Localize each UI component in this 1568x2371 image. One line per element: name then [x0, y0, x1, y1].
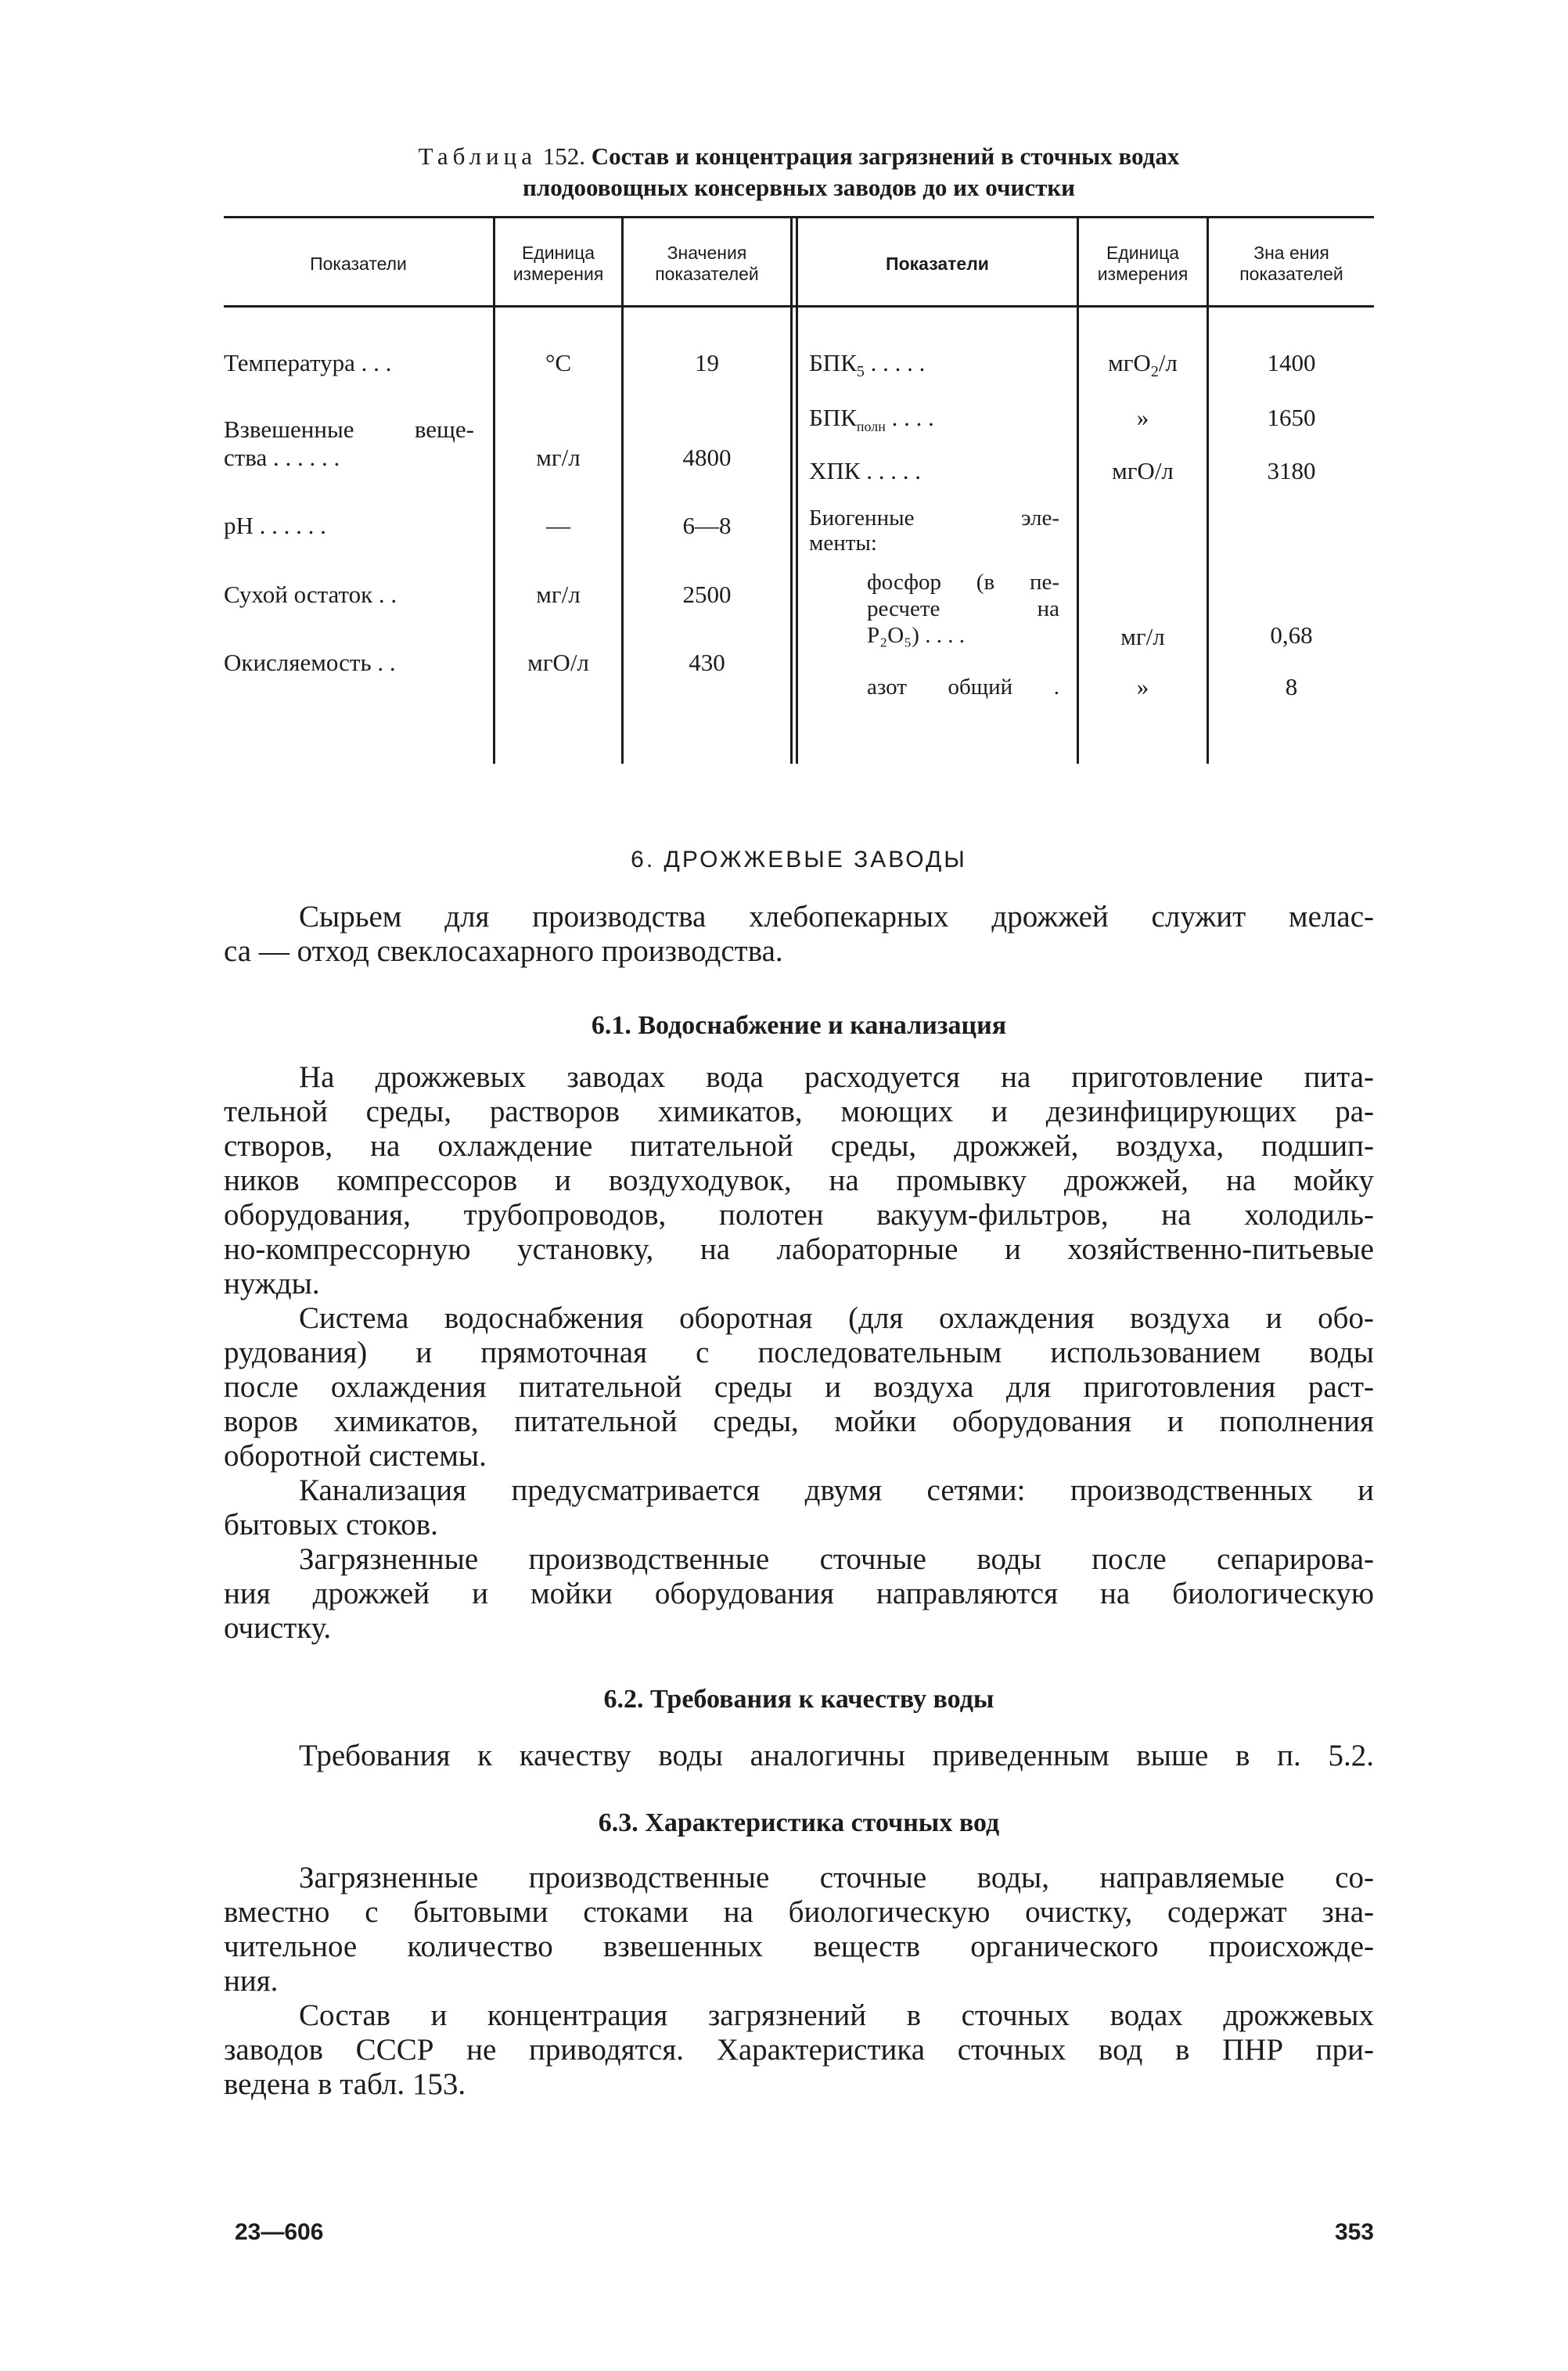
paragraph-water-system: [224, 1301, 1374, 1473]
bpk5-unit-sub: 2: [1150, 363, 1159, 381]
row-hpk-value: 3180: [1267, 457, 1316, 484]
text-line: воров химикатов, питательной среды, мойки оборудования и пополнения: [224, 1405, 1374, 1438]
header-unit-l2: измерения: [512, 264, 604, 284]
text-line: ния дрожжей и мойки оборудования направляются на биологическую: [224, 1577, 1374, 1610]
row-phos-unit: мг/л: [1120, 623, 1165, 650]
paragraph-wastewater: [224, 1861, 1374, 1999]
text-line: чительное количество взвешенных веществ органического происхожде-: [224, 1930, 1374, 1963]
row-bpkfull-name: [809, 404, 1067, 441]
row-biogen-l2: менты:: [809, 531, 877, 556]
row-temperature-value: 19: [695, 349, 719, 376]
text-line: рудования) и прямоточная с последовательным использованием воды: [224, 1336, 1374, 1369]
header-value: [624, 243, 790, 285]
table-caption-line1: Состав и концентрация загрязнений в сточных водах: [591, 142, 1180, 170]
row-oxidability-unit: мгО/л: [527, 649, 589, 676]
bpkfull-dots: . . . .: [891, 404, 934, 431]
row-dry-residue-value: 2500: [682, 581, 732, 608]
row-phos-l2: ресчете на: [867, 596, 1059, 621]
row-suspended-name-l2: ства . . . . . .: [224, 444, 340, 471]
text-line: Канализация предусматривается двумя сетями: производственных и: [299, 1473, 1374, 1507]
row-nitro-unit: »: [1136, 673, 1149, 700]
text-line: очистку.: [224, 1611, 332, 1645]
header-value-right-l2: показателей: [1239, 264, 1343, 284]
table-col-divider: [796, 216, 798, 764]
table-header-rule: [224, 305, 1374, 308]
header-value-l2: показателей: [655, 264, 759, 284]
bpk5-dots: . . . . .: [870, 349, 926, 376]
row-ph-value: 6—8: [682, 512, 732, 539]
text-line: Система водоснабжения оборотная (для охлаждения воздуха и обо-: [299, 1301, 1374, 1335]
row-bpk5-unit: [1079, 349, 1207, 386]
table-caption-line2: плодоовощных консервных заводов до их очистки: [522, 174, 1076, 201]
footer-signature: 23—606: [235, 2219, 324, 2245]
text-line: тельной среды, растворов химикатов, моющих и дезинфицирующих ра-: [224, 1095, 1374, 1128]
header-value-right-l1: Зна ения: [1253, 243, 1329, 263]
text-line: бытовых стоков.: [224, 1508, 438, 1542]
table-caption-number: 152.: [542, 142, 585, 170]
text-line: оборотной системы.: [224, 1439, 487, 1473]
row-ph-name: рН . . . . . .: [224, 512, 326, 539]
text-line: ведена в табл. 153.: [224, 2067, 466, 2101]
text-line: ников компрессоров и воздуходувок, на промывку дрожжей, на мойку: [224, 1164, 1374, 1197]
row-suspended-unit: мг/л: [536, 444, 581, 471]
text-line: Загрязненные производственные сточные воды после сепарирова-: [299, 1542, 1374, 1576]
row-phos-l1: фосфор (в пе-: [867, 570, 1059, 595]
text-line: но-компрессорную установку, на лабораторные и хозяйственно-питьевые: [224, 1232, 1374, 1266]
row-biogen-l1: Биогенные эле-: [809, 506, 1059, 531]
header-indicators: Показатели: [310, 254, 407, 274]
bpk5-base: БПК: [809, 349, 857, 376]
text-line: заводов СССР не приводятся. Характеристика сточных вод в ПНР при-: [224, 2033, 1374, 2067]
text-line: вместно с бытовыми стоками на биологическую очистку, содержат зна-: [224, 1895, 1374, 1929]
bpk5-unit-base: мгО: [1108, 349, 1151, 376]
pollutants-table: [224, 216, 1374, 764]
row-ph-unit: —: [546, 512, 570, 539]
section-6-2-title: 6.2. Требования к качеству воды: [603, 1685, 994, 1714]
text-line: створов, на охлаждение питательной среды, дрожжей, воздуха, подшип-: [224, 1129, 1374, 1163]
header-indicators-right: Показатели: [886, 254, 989, 274]
text-line: На дрожжевых заводах вода расходуется на приготовление пита-: [299, 1060, 1374, 1094]
row-suspended-name-l1: Взвешенные веще-: [224, 416, 474, 443]
table-col-divider: [621, 216, 624, 764]
bpkfull-base: БПК: [809, 404, 857, 431]
row-hpk-name: ХПК . . . . .: [809, 457, 921, 484]
row-bpk5-name: [809, 349, 1067, 386]
text-line: Требования к качеству воды аналогичны приведенным выше в п. 5.2.: [299, 1739, 1374, 1772]
text-line: Состав и концентрация загрязнений в сточных водах дрожжевых: [299, 1999, 1374, 2032]
row-dry-residue-unit: мг/л: [536, 581, 581, 608]
section-6-3-title: 6.3. Характеристика сточных вод: [598, 1808, 1000, 1837]
paragraph-composition: [224, 1999, 1374, 2102]
row-oxidability-value: 430: [689, 649, 725, 676]
page-number: 353: [1334, 2219, 1374, 2245]
paragraph-sewerage: [224, 1473, 1374, 1542]
paragraph-polluted-water: [224, 1542, 1374, 1646]
text-line: ния.: [224, 1964, 279, 1998]
bpkfull-sub: полн: [856, 419, 886, 435]
row-nitro-value: 8: [1285, 673, 1298, 700]
header-unit-right-l2: измерения: [1097, 264, 1189, 284]
bpk5-unit-tail: /л: [1158, 349, 1178, 376]
paragraph-raw-material: [224, 900, 1374, 969]
row-nitro-name: азот общий .: [867, 675, 1059, 700]
text-line: Загрязненные производственные сточные воды, направляемые со-: [299, 1861, 1374, 1894]
section-6-1-title: 6.1. Водоснабжение и канализация: [591, 1011, 1007, 1040]
header-unit: [495, 243, 621, 285]
table-top-rule: [224, 216, 1374, 218]
row-temperature-name: Температура . . .: [224, 349, 392, 376]
text-line: оборудования, трубопроводов, полотен вакуум-фильтров, на холодиль-: [224, 1198, 1374, 1232]
header-unit-right: [1079, 243, 1207, 285]
table-col-divider: [790, 216, 793, 764]
text-line: нужды.: [224, 1267, 320, 1301]
table-caption-label: Таблица: [418, 142, 537, 170]
row-hpk-unit: мгО/л: [1112, 457, 1174, 484]
header-value-right: [1209, 243, 1374, 285]
row-suspended-value: 4800: [682, 444, 732, 471]
text-line: са — отход свеклосахарного производства.: [224, 934, 783, 968]
text-line: Сырьем для производства хлебопекарных дрожжей служит мелас-: [299, 900, 1374, 934]
row-bpkfull-unit: »: [1136, 404, 1149, 431]
row-temperature-unit: °C: [545, 349, 572, 376]
section-6-title: 6. ДРОЖЖЕВЫЕ ЗАВОДЫ: [631, 847, 967, 872]
paragraph-quality-requirements: [224, 1739, 1374, 1773]
row-bpk5-value: 1400: [1267, 349, 1316, 376]
table-caption: [224, 141, 1374, 172]
row-phos-l3: P₂O₅) . . . .: [867, 623, 965, 648]
text-line: после охлаждения питательной среды и воздуха для приготовления раст-: [224, 1370, 1374, 1404]
header-value-l1: Значения: [667, 243, 747, 263]
row-phos-value: 0,68: [1270, 621, 1313, 649]
row-bpkfull-value: 1650: [1267, 404, 1316, 431]
bpk5-sub: 5: [856, 363, 865, 381]
header-unit-l1: Единица: [521, 243, 595, 263]
table-caption-line2-wrap: [224, 172, 1374, 203]
header-unit-right-l1: Единица: [1106, 243, 1180, 263]
row-dry-residue-name: Сухой остаток . .: [224, 581, 397, 608]
row-oxidability-name: Окисляемость . .: [224, 649, 396, 676]
table-col-divider: [493, 216, 495, 764]
paragraph-water-use: [224, 1060, 1374, 1301]
